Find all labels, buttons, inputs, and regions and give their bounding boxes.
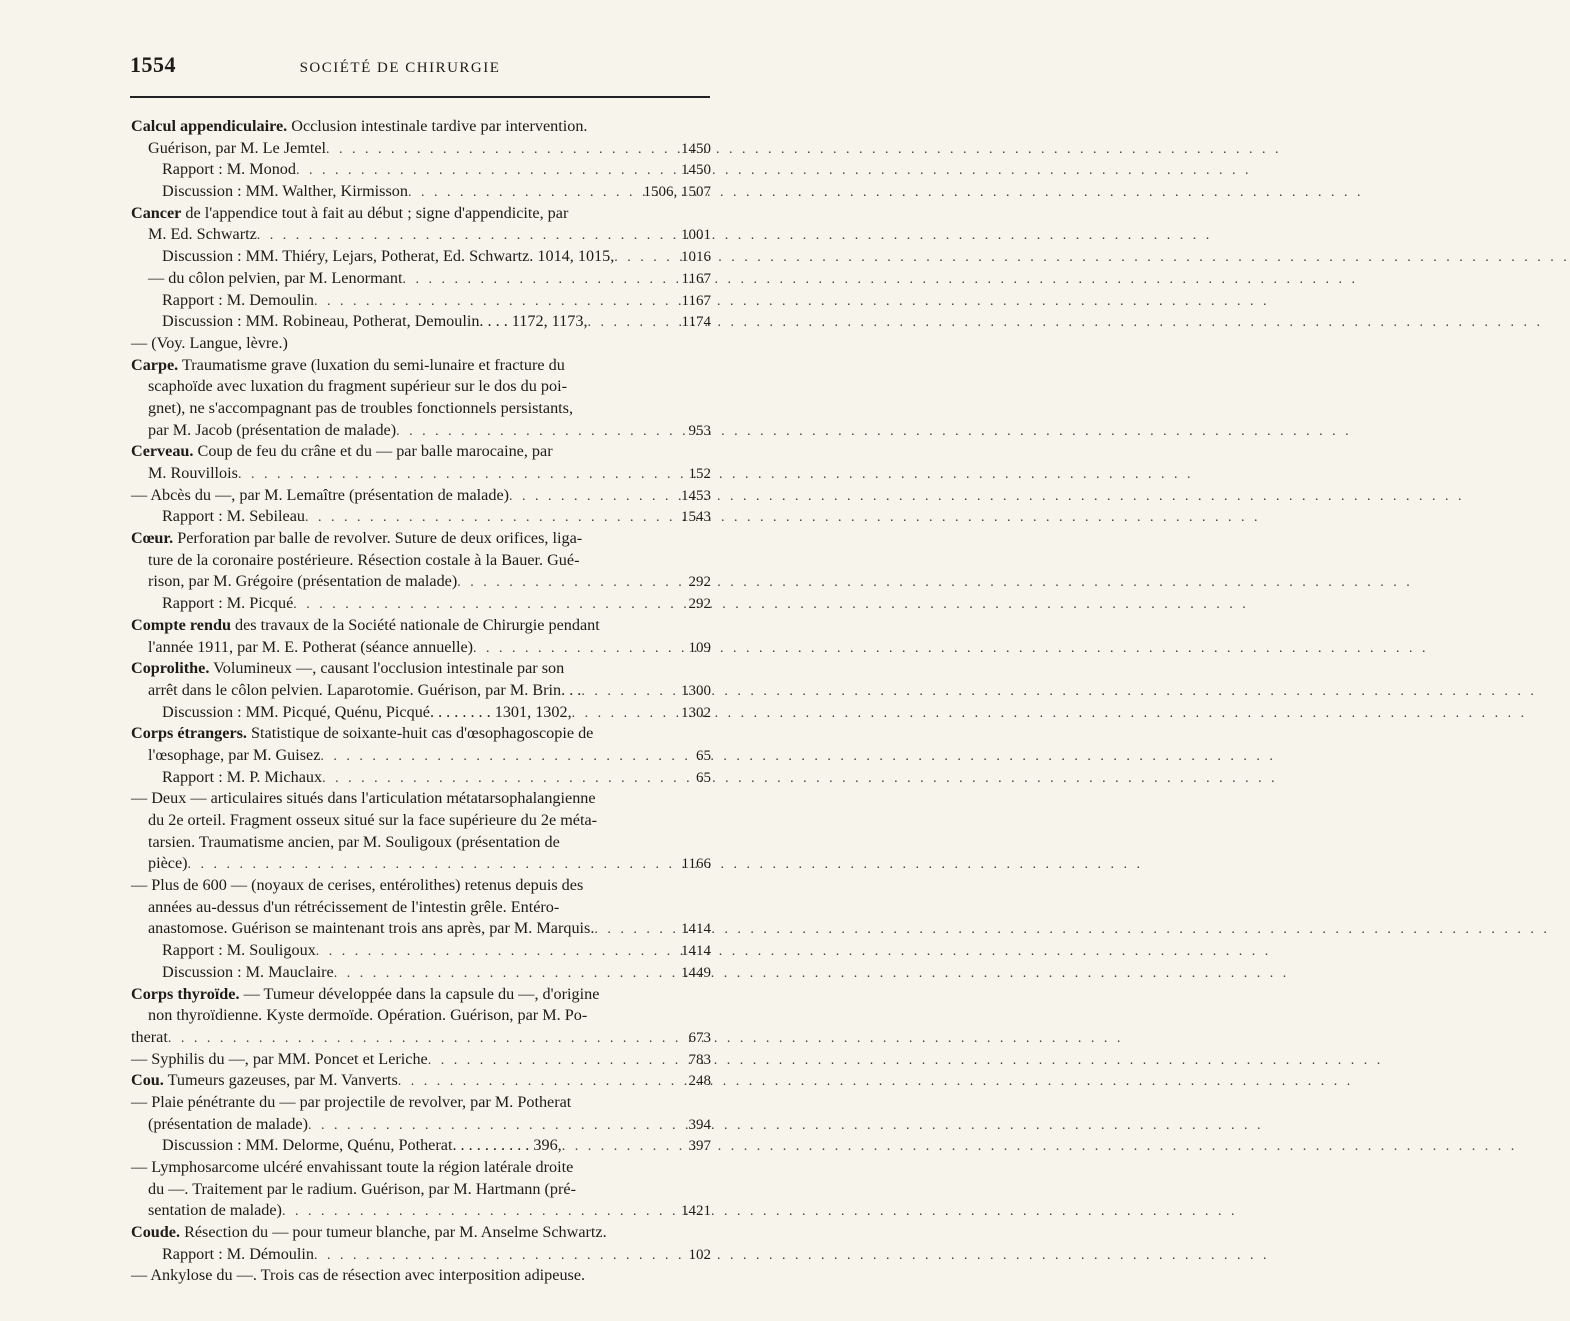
index-line-text [148,398,573,420]
dot-leader [581,681,677,703]
entry-text: Statistique de soixante-huit cas d'œsophagoscopie de [246,724,594,743]
page-reference: 1167 [681,292,711,309]
page-reference: 1453 [681,487,711,504]
index-line-text [148,1005,587,1027]
index-line [131,702,711,724]
index-line [131,376,711,398]
entry-text: — Deux — articulaires situés dans l'articulation métatarsophalangienne [131,789,596,808]
index-line [131,1200,711,1222]
index-entries [131,116,711,1287]
entry-text: pièce) [148,854,188,873]
index-line-text [131,1265,585,1287]
dot-leader [562,1136,685,1158]
dot-leader [457,572,684,594]
entry-text: rison, par M. Grégoire (présentation de malade) [148,572,458,591]
page-reference: 109 [688,639,711,656]
page-reference: 1174 [681,314,711,331]
index-line [131,1049,711,1071]
dot-leader [293,594,684,616]
index-line-text [131,788,596,810]
index-line-text [162,702,572,724]
entry-text: Discussion : MM. Picqué, Quénu, Picqué. . . . . . . . 1301, 1302, [162,702,572,721]
index-line [131,1157,711,1179]
index-line [131,723,711,745]
entry-text: Perforation par balle de revolver. Suture de deux orifices, liga- [173,529,583,548]
index-line [131,897,711,919]
index-line [131,485,711,507]
index-line [131,159,711,181]
entry-text: Rapport : M. Picqué [162,594,294,613]
dot-leader [334,963,677,985]
entry-text: années au-dessus d'un rétrécissement de l'intestin grêle. Entéro- [148,897,560,916]
header-rule [130,96,710,98]
page-reference: 65 [696,747,711,764]
index-line [131,1244,711,1266]
entry-text: l'œsophage, par M. Guisez [148,745,321,764]
dot-leader [314,1245,685,1267]
page-reference: 1450 [681,140,711,157]
entry-text: M. Rouvillois [148,464,238,482]
index-line [131,918,711,940]
dot-leader [402,269,677,291]
entry-text: arrêt dans le côlon pelvien. Laparotomie. Guérison, par M. Brin. . . [148,680,582,699]
page-reference: 1001 [681,227,711,244]
index-line [131,962,711,984]
entry-text: Discussion : MM. Robineau, Potherat, Demoulin. . . . 1172, 1173, [162,312,588,331]
index-line-text [131,1027,168,1049]
index-line [131,1027,711,1049]
entry-text: du —. Traitement par le radium. Guérison, par M. Hartmann (pré- [148,1179,576,1198]
entry-text: des travaux de la Société nationale de Chirurgie pendant [230,615,600,634]
entry-text: Rapport : M. Demoulin [162,290,314,309]
index-line [131,1135,711,1157]
index-line [131,637,711,659]
index-line-text [131,116,587,138]
index-line [131,528,711,550]
index-line [131,832,711,854]
index-line [131,853,711,875]
index-line-text [131,1070,398,1092]
entry-text: anastomose. Guérison se maintenant trois ans après, par M. Marquis. [148,919,595,938]
page-reference: 1302 [681,704,711,721]
index-line-text [131,615,600,637]
index-line [131,615,711,637]
index-line [131,1222,711,1244]
index-line [131,571,711,593]
entry-text: — Tumeur développée dans la capsule du —, d'origine [239,984,600,1003]
entry-headword: Cœur. [131,529,174,548]
entry-text: Rapport : M. Souligoux [162,941,316,960]
dot-leader [314,291,678,313]
page-reference: 1300 [681,682,711,699]
entry-text: — (Voy. Langue, lèvre.) [131,333,288,352]
entry-headword: Corps étrangers. [131,724,247,743]
entry-text: Occlusion intestinale tardive par intervention. [287,117,588,135]
entry-text: — Abcès du —, par M. Lemaître (présentation de malade) [131,485,510,504]
entry-headword: Cancer [131,203,182,222]
page-reference: 152 [688,466,711,482]
index-line [131,658,711,680]
entry-text: Guérison, par M. Le Jemtel [148,138,327,157]
page-reference: 292 [688,574,711,591]
index-line-text [148,745,320,767]
index-line-text [148,571,457,593]
page-reference: 394 [688,1116,711,1133]
entry-text: Traumatisme grave (luxation du semi-lunaire et fracture du [178,355,565,374]
page-reference: 1450 [681,162,711,179]
index-line-text [148,637,473,659]
entry-text: — Plaie pénétrante du — par projectile de revolver, par M. Potherat [131,1092,572,1111]
page-reference: 1414 [681,943,711,960]
index-line [131,333,711,355]
index-line [131,810,711,832]
index-line-text [162,246,614,268]
index-line-text [148,268,402,290]
entry-headword: Cou. [131,1071,164,1090]
entry-text: Discussion : MM. Delorme, Quénu, Potherat. . . . . . . . . . 396, [162,1136,562,1155]
entry-text: ture de la coronaire postérieure. Résection costale à la Bauer. Gué- [148,550,580,569]
dot-leader [257,225,677,247]
index-line-text [148,420,396,442]
page-reference: 1506, 1507 [643,184,711,201]
index-line-text [148,918,594,940]
index-line-text [162,159,296,181]
entry-text: par M. Jacob (présentation de malade) [148,420,397,439]
index-line [131,940,711,962]
dot-leader [398,1071,685,1093]
entry-text: Discussion : MM. Walther, Kirmisson [162,182,408,201]
index-line-text [131,1092,571,1114]
index-line [131,1265,711,1287]
entry-text: tarsien. Traumatisme ancien, par M. Souligoux (présentation de [148,832,560,851]
entry-headword: Carpe. [131,355,179,374]
index-line-text [162,181,408,203]
index-line [131,398,711,420]
entry-text: du 2e orteil. Fragment osseux situé sur la face supérieure du 2e méta- [148,811,598,829]
entry-text: — Syphilis du —, par MM. Poncet et Leriche [131,1049,428,1068]
index-line-text [131,658,564,680]
index-line [131,1005,711,1027]
index-line-text [131,355,565,377]
entry-text: Discussion : M. Mauclaire [162,962,334,981]
index-line [131,593,711,615]
index-line-text [162,962,334,984]
index-line-text [148,376,567,398]
index-line-text [162,506,305,528]
page-reference: 1414 [681,921,711,938]
index-line [131,1114,711,1136]
entry-text: — Ankylose du —. Trois cas de résection avec interposition adipeuse. [131,1266,586,1285]
entry-headword: Coprolithe. [131,659,210,678]
dot-leader [322,768,692,790]
dot-leader [594,919,677,941]
entry-text: Rapport : M. P. Michaux [162,767,323,786]
entry-text: gnet), ne s'accompagnant pas de troubles fonctionnels persistants, [148,398,574,417]
index-line-text [148,1200,282,1222]
dot-leader [316,941,677,963]
dot-leader [238,464,685,486]
index-line-text [162,767,322,789]
index-line [131,767,711,789]
index-line-text [162,940,316,962]
entry-text: sentation de malade) [148,1201,282,1220]
dot-leader [308,1115,684,1137]
dot-leader [473,638,684,660]
index-line-text [148,224,257,246]
index-line-text [148,832,560,854]
index-line [131,355,711,377]
index-line-text [148,138,326,160]
index-line [131,224,711,246]
index-line-text [148,1114,308,1136]
index-line [131,246,711,268]
dot-leader [305,507,677,529]
index-line [131,506,711,528]
dot-leader [326,139,677,161]
page-reference: 292 [688,596,711,613]
index-line-text [131,1049,428,1071]
entry-text: Rapport : M. Démoulin [162,1244,314,1263]
index-line-text [148,550,579,572]
page-reference: 102 [688,1246,711,1263]
entry-text: therat [131,1027,168,1046]
dot-leader [320,746,692,768]
index-line-text [148,810,597,832]
entry-headword: Coude. [131,1223,181,1242]
dot-leader [168,1028,685,1050]
index-line [131,984,711,1006]
page-reference: 673 [688,1029,711,1046]
index-line [131,181,711,203]
index-line [131,680,711,702]
index-line-text [162,1244,314,1266]
entry-text: Rapport : M. Sebileau [162,507,305,526]
page-reference: 248 [688,1073,711,1090]
index-line-text [131,1222,607,1244]
entry-text: Discussion : MM. Thiéry, Lejars, Potherat, Ed. Schwartz. 1014, 1015, [162,247,615,266]
page-reference: 1543 [681,509,711,526]
index-line [131,875,711,897]
index-line [131,116,711,138]
index-line [131,441,711,463]
index-line [131,1092,711,1114]
index-line [131,203,711,225]
index-line [131,420,711,442]
dot-leader [428,1050,685,1072]
index-line [131,311,711,333]
entry-text: Volumineux —, causant l'occlusion intestinale par son [209,659,565,678]
page-reference: 783 [688,1051,711,1068]
entry-text: Rapport : M. Monod [162,160,296,179]
dot-leader [282,1201,677,1223]
page-reference: 65 [696,769,711,786]
dot-leader [408,182,640,204]
page-reference: 953 [688,422,711,439]
index-line-text [162,1135,562,1157]
index-line-text [148,897,559,919]
entry-text: de l'appendice tout à fait au début ; signe d'appendicite, par [181,203,569,222]
dot-leader [614,247,677,269]
index-line [131,268,711,290]
dot-leader [296,160,677,182]
entry-text: Tumeurs gazeuses, par M. Vanverts [163,1071,398,1090]
page-number: 1554 [130,52,176,77]
index-line-text [131,528,582,550]
entry-text: M. Ed. Schwartz [148,225,257,244]
entry-headword: Cerveau. [131,442,194,461]
index-line [131,463,711,485]
page-reference: 1421 [681,1203,711,1220]
index-line-text [131,485,509,507]
index-line-text [131,1157,573,1179]
index-line [131,290,711,312]
page-reference: 1016 [681,249,711,266]
entry-text: l'année 1911, par M. E. Potherat (séance annuelle) [148,637,474,656]
entry-text: Coup de feu du crâne et du — par balle marocaine, par [193,442,553,461]
running-head: SOCIÉTÉ DE CHIRURGIE [299,60,501,76]
entry-text: — Lymphosarcome ulcéré envahissant toute la région latérale droite [131,1158,574,1176]
dot-leader [396,421,684,443]
index-line-text [131,723,593,745]
page-reference: 397 [688,1138,711,1155]
index-line-text [148,463,238,485]
index-line-text [148,853,188,875]
page-reference: 1166 [681,856,711,873]
index-line-text [162,290,314,312]
entry-text: (présentation de malade) [148,1114,309,1133]
dot-leader [572,703,677,725]
index-line [131,138,711,160]
index-line-text [131,203,568,225]
index-line-text [131,875,583,897]
entry-headword: Compte rendu [131,615,231,634]
index-line [131,1070,711,1092]
index-line-text [131,333,288,355]
entry-text: scaphoïde avec luxation du fragment supérieur sur le dos du poi- [148,377,567,396]
page-reference: 1449 [681,964,711,981]
index-line [131,550,711,572]
entry-headword: Corps thyroïde. [131,984,240,1003]
entry-text: — du côlon pelvien, par M. Lenormant [148,268,403,287]
index-line [131,1179,711,1201]
dot-leader [509,486,677,508]
index-line [131,788,711,810]
entry-text: — Plus de 600 — (noyaux de cerises, entérolithes) retenus depuis des [131,876,584,895]
dot-leader [588,312,678,334]
index-line-text [131,441,553,463]
index-line-text [148,1179,576,1201]
index-line-text [148,680,581,702]
index-line-text [162,593,293,615]
index-line-text [162,311,588,333]
index-line-text [131,984,599,1006]
entry-text: Résection du — pour tumeur blanche, par M. Anselme Schwartz. [180,1223,607,1242]
dot-leader [188,854,678,876]
index-line [131,745,711,767]
page-reference: 1167 [681,270,711,287]
entry-text: non thyroïdienne. Kyste dermoïde. Opération. Guérison, par M. Po- [148,1006,588,1025]
entry-headword: Calcul appendiculaire. [131,117,288,135]
